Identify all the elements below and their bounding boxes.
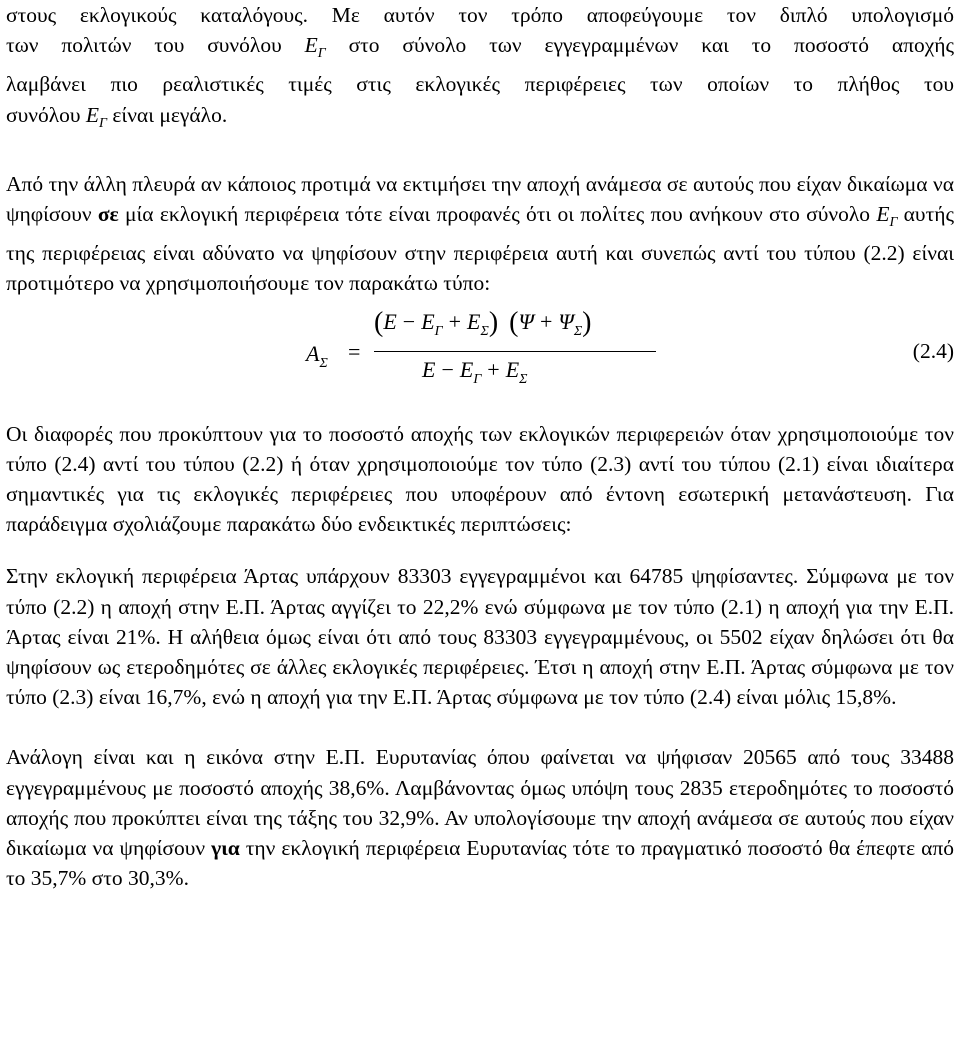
formula-lhs — [306, 341, 328, 372]
symbol-e: E — [85, 102, 100, 127]
paragraph-intro-line-1: στους εκλογικούς καταλόγους. Με αυτόν τον τρόπο αποφεύγουμε τον διπλό υπολογισμό — [6, 3, 954, 27]
symbol-e: E — [304, 33, 318, 58]
paragraph-arta-example: Στην εκλογική περιφέρεια Άρτας υπάρχουν 83303 εγγεγραμμένοι και 64785 ψηφίσαντες. Σύμφωνα με τον τύπο (2.2) η αποχή στην Ε.Π. Άρτας αγγίζει το 22,2% ενώ σύμφωνα με τον τύπο (2.1) η αποχή για την Ε.Π. Άρτας είναι 21%. Η αλήθεια όμως είναι ότι από τους 83303 εγγεγραμμένους, οι 5502 είχαν δηλώσει ότι θα ψηφίσουν ως ετεροδημότες σε άλλες εκλογικές περιφέρειες. Έτσι η αποχή στην Ε.Π. Άρτας σύμφωνα με τον τύπο (2.3) είναι 16,7%, ενώ η αποχή για την Ε.Π. Άρτας σύμφωνα με τον τύπο (2.4) είναι μόλις 15,8%. — [6, 564, 954, 710]
p5-text-b: την εκλογική περιφέρεια Ευρυτανίας τότε το πραγματικό ποσοστό θα έπεφτε από το 35,7% στο 30,3%. — [6, 836, 954, 891]
intro-text-2b: στο σύνολο των εγγεγραμμένων και το ποσοστό αποχής — [325, 33, 954, 58]
paragraph-alternative-formula — [6, 169, 954, 299]
p2-text-c: αυτής της περιφέρειας είναι αδύνατο να ψηφίσουν στην περιφέρεια αυτή και συνεπώς αντί του τύπου (2.2) είναι προτιμότερο να χρησιμοποιήσουμε τον παρακάτω τύπο: — [6, 202, 954, 296]
intro-text-4b: είναι μεγάλο. — [107, 102, 228, 127]
p2-text-a: Από την άλλη πλευρά αν κάποιος προτιμά να εκτιμήσει την αποχή ανάμεσα σε αυτούς που είχαν δικαίωμα να ψηφίσουν — [6, 171, 954, 227]
document-page — [6, 0, 954, 893]
paragraph-differences: Οι διαφορές που προκύπτουν για το ποσοστό αποχής των εκλογικών περιφερειών όταν χρησιμοποιούμε τον τύπο (2.4) αντί του τύπου (2.2) ή όταν χρησιμοποιούμε τον τύπο (2.3) αντί του τύπου (2.1) είναι ιδιαίτερα σημαντικές για τις εκλογικές περιφέρειες που υποφέρουν από έντονη εσωτερική μετανάστευση. Για παράδειγμα σχολιάζουμε παρακάτω δύο ενδεικτικές περιπτώσεις: — [6, 421, 954, 537]
formula-number: (2.4) — [912, 338, 954, 363]
symbol-e: E — [876, 202, 890, 227]
symbol-a: A — [306, 340, 320, 366]
paragraph-intro-line-2 — [6, 30, 954, 69]
paragraph-intro-line-3: λαμβάνει πιο ρεαλιστικές τιμές στις εκλογικές περιφέρειες των οποίων το πλήθος του — [6, 72, 954, 97]
formula-2-4 — [6, 307, 954, 407]
symbol-sigma-subscript: Σ — [319, 355, 328, 371]
formula-equals: = — [348, 338, 361, 364]
p2-text-b: μία εκλογική περιφέρεια τότε είναι προφανές ότι οι πολίτες που ανήκουν στο σύνολο — [118, 202, 877, 227]
symbol-gamma-subscript: Γ — [317, 46, 326, 62]
formula-numerator: $(E - E_\Gamma + E_\Sigma)$ $(\Psi + \Psi_\Sigma)$ — [374, 306, 592, 339]
paragraph-evrytania-example — [6, 742, 954, 893]
p5-bold-gia: για — [211, 836, 240, 861]
symbol-gamma-subscript: Γ — [99, 115, 108, 131]
intro-text-4a: συνόλου — [6, 102, 86, 127]
symbol-gamma-subscript: Γ — [889, 215, 898, 231]
formula-denominator: $E - E_\Gamma + E_\Sigma$ — [422, 356, 528, 387]
p5-text-a: Ανάλογη είναι και η εικόνα στην Ε.Π. Ευρυτανίας όπου φαίνεται να ψήφισαν 20565 από τους 33488 εγγεγραμμένους με ποσοστό αποχής 38,6%. Λαμβάνοντας όμως υπόψη τους 2835 ετεροδημότες το ποσοστό αποχής που προκύπτει είναι της τάξης του 32,9%. Αν υπολογίσουμε την αποχή ανάμεσα σε αυτούς που είχαν δικαίωμα να ψηφίσουν — [6, 745, 954, 861]
p2-bold-se: σε — [97, 202, 119, 227]
intro-text-2a: των πολιτών του συνόλου — [6, 33, 305, 58]
formula-fraction-bar — [374, 351, 656, 353]
paragraph-intro-line-4 — [6, 100, 954, 139]
